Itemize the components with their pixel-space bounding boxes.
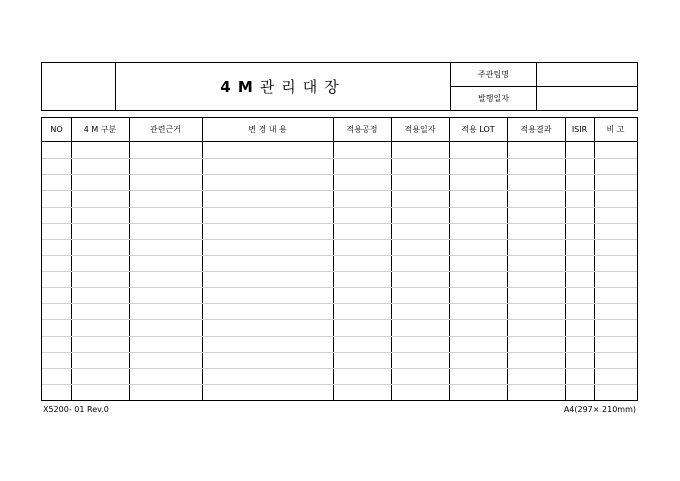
column-header: 관련근거 (150, 125, 181, 134)
column-header: 적용일자 (404, 125, 436, 134)
table-row-line (42, 207, 637, 208)
table-row-line (42, 384, 637, 385)
column-divider (202, 118, 203, 400)
column-header: NO (50, 125, 63, 134)
table-row-line (42, 174, 637, 175)
column-header: 변 경 내 용 (248, 125, 287, 134)
table-row-line (42, 271, 637, 272)
doc-code: X5200- 01 Rev.0 (43, 405, 109, 414)
form-title (116, 63, 450, 110)
table-row-line (42, 336, 637, 337)
table-row-line (42, 239, 637, 240)
column-divider (565, 118, 566, 400)
date-label: 발행일자 (478, 94, 509, 103)
date-field[interactable] (537, 87, 637, 110)
column-divider (333, 118, 334, 400)
column-header: ISIR (571, 125, 588, 134)
table-row-line (42, 158, 637, 159)
column-divider (594, 118, 595, 400)
column-header: 적용 LOT (461, 125, 495, 134)
header-row-border (42, 141, 637, 142)
ledger-table (41, 117, 638, 401)
table-row-line (42, 223, 637, 224)
column-divider (129, 118, 130, 400)
paper-size: A4(297× 210mm) (563, 405, 636, 414)
table-row-line (42, 303, 637, 304)
column-divider (71, 118, 72, 400)
column-header: 적용공정 (346, 125, 378, 134)
table-row-line (42, 287, 637, 288)
column-header: 적용결과 (520, 125, 552, 134)
column-divider (449, 118, 450, 400)
table-row-line (42, 368, 637, 369)
column-header: 비 고 (606, 125, 625, 134)
column-divider (391, 118, 392, 400)
form-header (41, 62, 638, 111)
table-row-line (42, 319, 637, 320)
title-text: 관리대장 (259, 78, 346, 96)
team-label: 주관팀명 (478, 70, 509, 79)
column-divider (507, 118, 508, 400)
table-row-line (42, 255, 637, 256)
team-field[interactable] (537, 63, 637, 86)
column-header: 4 M 구분 (83, 125, 117, 134)
table-row-line (42, 352, 637, 353)
title-bold: 4 M (220, 77, 254, 96)
table-row-line (42, 190, 637, 191)
